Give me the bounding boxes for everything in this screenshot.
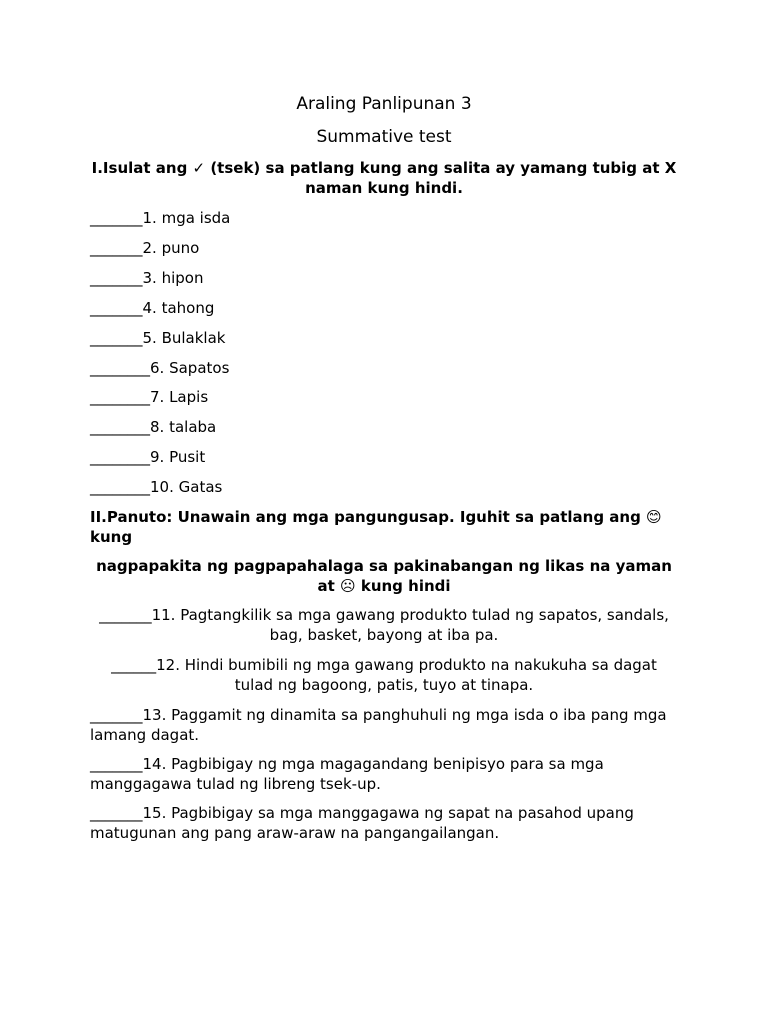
part1-item: _______4. tahong: [90, 299, 215, 317]
part1-item: _______5. Bulaklak: [90, 329, 226, 347]
part1-item: ________10. Gatas: [90, 478, 223, 496]
part1-instruction: I.Isulat ang ✓ (tsek) sa patlang kung ang salita ay yamang tubig at X naman kung hindi.: [91, 159, 677, 197]
part1-item: ________6. Sapatos: [90, 359, 230, 377]
part1-item: ________8. talaba: [90, 418, 217, 436]
document-subtitle: Summative test: [316, 127, 452, 147]
part2-item: _______14. Pagbibigay ng mga magagandang benipisyo para sa mga manggagawa tulad ng libreng tsek-up.: [90, 755, 604, 793]
part2-item: _______15. Pagbibigay sa mga manggagawa ng sapat na pasahod upang matugunan ang pang araw-araw na pangangailangan.: [90, 804, 634, 842]
part1-item: _______2. puno: [90, 239, 200, 257]
document-title: Araling Panlipunan 3: [296, 94, 472, 114]
part2-instruction: II.Panuto: Unawain ang mga pangungusap. Iguhit sa patlang ang 😊 kung: [90, 508, 662, 546]
part2-item: _______13. Paggamit ng dinamita sa panghuhuli ng mga isda o iba pang mga lamang dagat.: [90, 706, 667, 744]
part1-item: ________7. Lapis: [90, 388, 209, 406]
part1-item: ________9. Pusit: [90, 448, 206, 466]
part1-item: _______3. hipon: [90, 269, 204, 287]
part2-instruction-continued: nagpapakita ng pagpapahalaga sa pakinabangan ng likas na yaman at ☹ kung hindi: [96, 557, 672, 595]
part2-item: ______12. Hindi bumibili ng mga gawang produkto na nakukuha sa dagat tulad ng bagoong, patis, tuyo at tinapa.: [111, 656, 657, 694]
part1-item: _______1. mga isda: [90, 209, 231, 227]
part2-item: _______11. Pagtangkilik sa mga gawang produkto tulad ng sapatos, sandals, bag, basket, bayong at iba pa.: [99, 606, 669, 644]
